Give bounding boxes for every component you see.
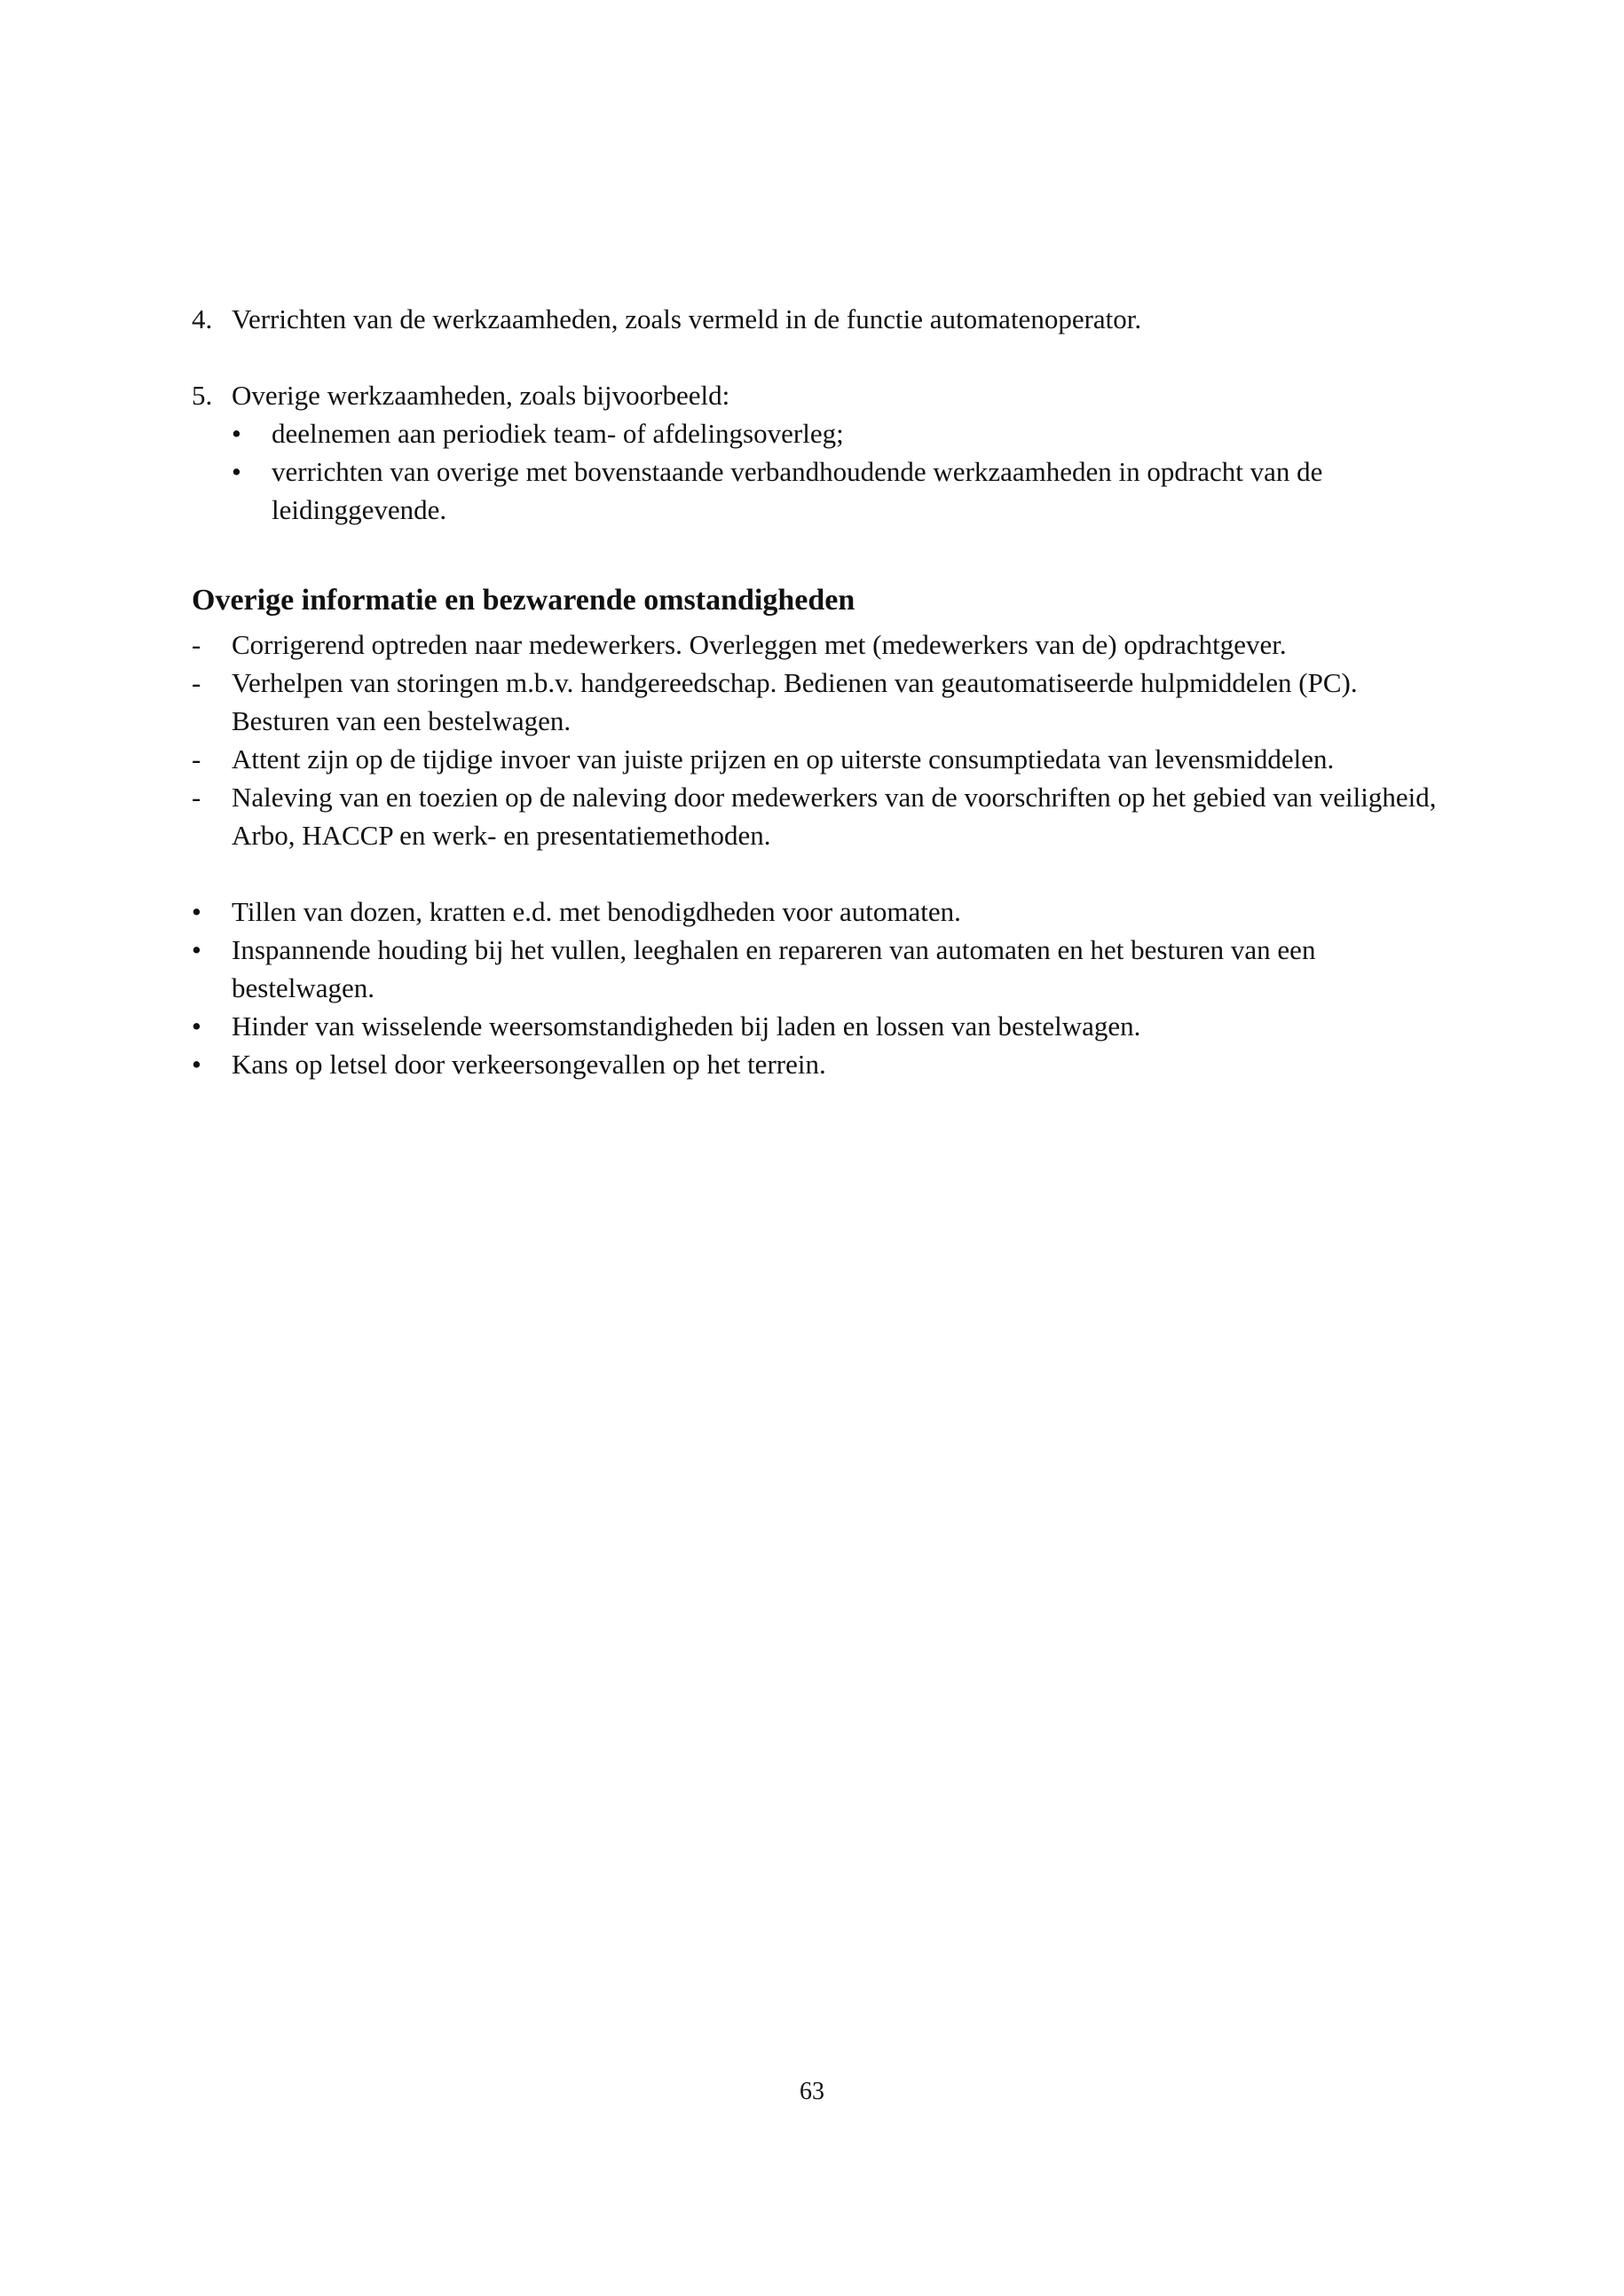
dash-marker: - [192, 743, 201, 775]
item-text: Verrichten van de werkzaamheden, zoals vermeld in de functie automatenoperator. [232, 303, 1142, 334]
bullet-marker: • [232, 456, 241, 487]
dash-item-text: Corrigerend optreden naar medewerkers. Overleggen met (medewerkers van de) opdrachtgever. [232, 629, 1287, 660]
dash-item-text: Verhelpen van storingen m.b.v. handgereedschap. Bedienen van geautomatiseerde hulpmiddelen (PC). Besturen van een bestelwagen. [232, 667, 1358, 736]
dash-list [192, 625, 1452, 854]
section-heading: Overige informatie en bezwarende omstandigheden [192, 584, 855, 617]
item-text: Overige werkzaamheden, zoals bijvoorbeeld: [232, 380, 730, 411]
bullet-item-text: Inspannende houding bij het vullen, leeghalen en repareren van automaten en het besturen van een bestelwagen. [232, 934, 1316, 1003]
dash-marker: - [192, 667, 201, 698]
bullet-marker: • [192, 1049, 201, 1080]
bullet-item-text: Hinder van wisselende weersomstandigheden bij laden en lossen van bestelwagen. [232, 1010, 1141, 1042]
dash-item-text: Naleving van en toezien op de naleving door medewerkers van de voorschriften op het gebied van veiligheid, Arbo, HACCP en werk- en presentatiemethoden. [232, 782, 1437, 851]
page-number: 63 [800, 2078, 824, 2105]
bullet-item [192, 1007, 1452, 1045]
item-number: 4. [192, 303, 213, 334]
dash-item [192, 778, 1452, 854]
bullet-marker: • [192, 1010, 201, 1042]
numbered-item-4 [192, 300, 1452, 338]
dash-item [192, 740, 1452, 778]
bullet-list [192, 892, 1452, 1083]
bullet-marker: • [192, 896, 201, 927]
sub-bullet-item [232, 452, 1452, 529]
bullet-item [192, 931, 1452, 1007]
dash-item [192, 625, 1452, 664]
sub-bullet-item [232, 414, 1452, 452]
bullet-item-text: Tillen van dozen, kratten e.d. met benodigdheden voor automaten. [232, 896, 961, 927]
sub-bullet-text: deelnemen aan periodiek team- of afdelingsoverleg; [272, 418, 844, 449]
sub-bullet-list [232, 414, 1452, 529]
spacer [192, 854, 1452, 892]
bullet-marker: • [232, 418, 241, 449]
bullet-marker: • [192, 934, 201, 965]
item-body [232, 376, 1452, 529]
numbered-item-5 [192, 376, 1452, 529]
dash-item-text: Attent zijn op de tijdige invoer van juiste prijzen en op uiterste consumptiedata van levensmiddelen. [232, 743, 1335, 775]
dash-item [192, 664, 1452, 740]
sub-bullet-text: verrichten van overige met bovenstaande verbandhoudende werkzaamheden in opdracht van de leidinggevende. [272, 456, 1323, 525]
bullet-item-text: Kans op letsel door verkeersongevallen op het terrein. [232, 1049, 826, 1080]
bullet-item [192, 892, 1452, 931]
spacer [192, 338, 1452, 376]
page-content [192, 300, 1452, 1083]
item-number: 5. [192, 380, 213, 411]
bullet-item [192, 1045, 1452, 1083]
dash-marker: - [192, 629, 201, 660]
spacer [192, 529, 1452, 580]
dash-marker: - [192, 782, 201, 813]
